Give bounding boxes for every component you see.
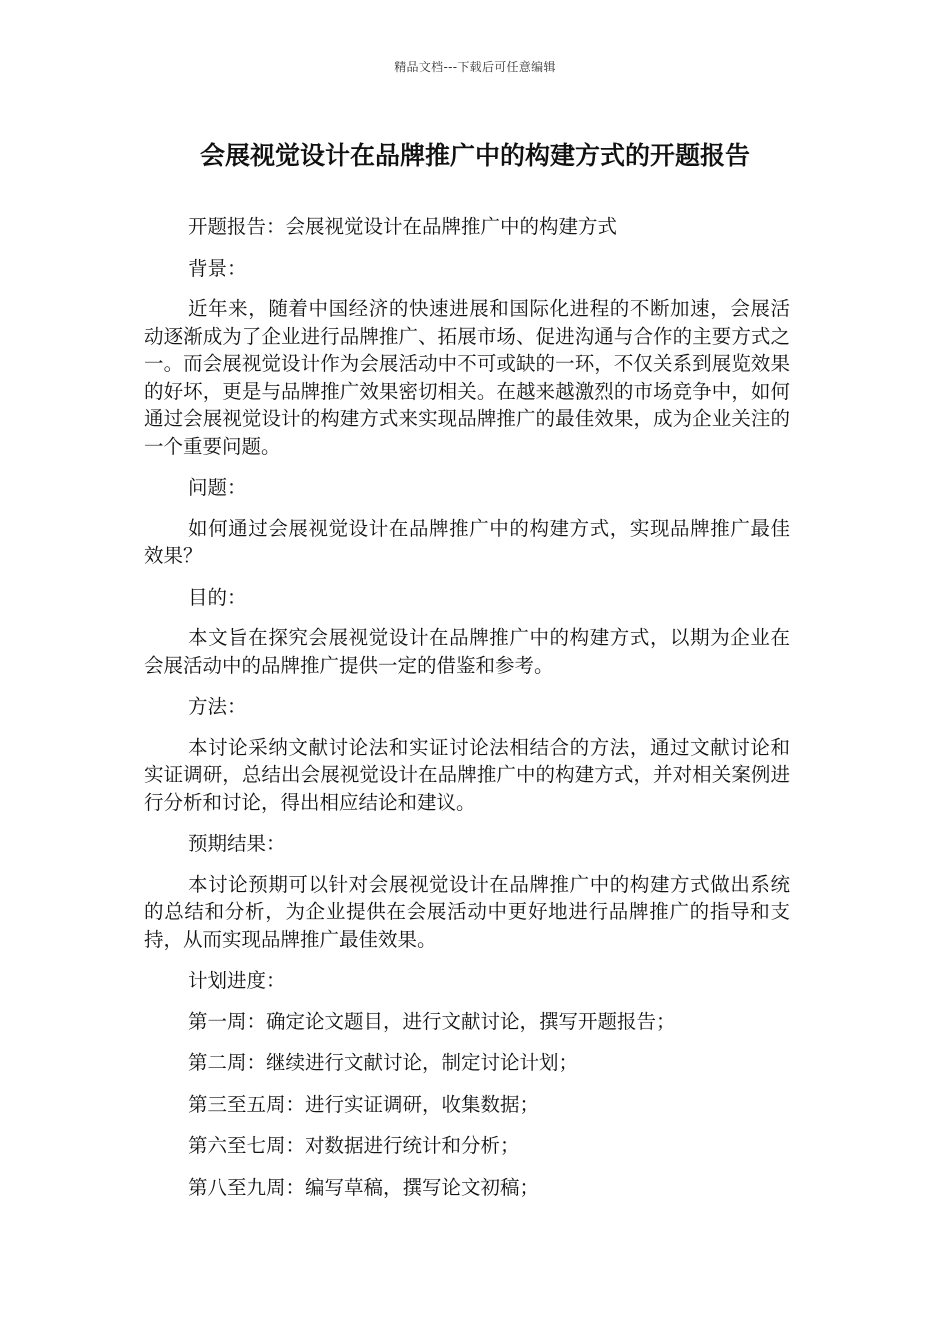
paragraph-question: 如何通过会展视觉设计在品牌推广中的构建方式，实现品牌推广最佳效果？ [144, 516, 790, 567]
schedule-item: 第八至九周：编写草稿，撰写论文初稿； [188, 1175, 540, 1199]
schedule-item: 第二周：继续进行文献讨论，制定讨论计划； [188, 1051, 579, 1074]
schedule-item: 第六至七周：对数据进行统计和分析； [188, 1134, 520, 1157]
section-label-schedule: 计划进度： [188, 969, 286, 992]
section-label-method: 方法： [188, 695, 247, 718]
paragraph-background: 近年来，随着中国经济的快速进展和国际化进程的不断加速，会展活动逐渐成为了企业进行品牌推广、拓展市场、促进沟通与合作的主要方式之一。而会展视觉设计作为会展活动中不可或缺的一环，不仅关系到展览效果的好坏，更是与品牌推广效果密切相关。在越来越激烈的市场竞争中，如何通过会展视觉设计的构建方式来实现品牌推广的最佳效果，成为企业关注的一个重要问题。 [144, 297, 790, 458]
section-label-question: 问题： [188, 476, 247, 499]
paragraph-method: 本讨论采纳文献讨论法和实证讨论法相结合的方法，通过文献讨论和实证调研，总结出会展视觉设计在品牌推广中的构建方式，并对相关案例进行分析和讨论，得出相应结论和建议。 [144, 735, 790, 814]
paragraph-purpose: 本文旨在探究会展视觉设计在品牌推广中的构建方式，以期为企业在会展活动中的品牌推广提供一定的借鉴和参考。 [144, 626, 790, 677]
schedule-item: 第一周：确定论文题目，进行文献讨论，撰写开题报告； [188, 1009, 676, 1033]
schedule-item: 第三至五周：进行实证调研，收集数据； [188, 1092, 540, 1116]
section-label-background: 背景： [188, 256, 247, 280]
section-label-expected-results: 预期结果： [188, 832, 286, 855]
document-title: 会展视觉设计在品牌推广中的构建方式的开题报告 [199, 141, 750, 170]
document-body [144, 213, 790, 1215]
section-label-purpose: 目的： [188, 585, 247, 609]
subtitle-line: 开题报告：会展视觉设计在品牌推广中的构建方式 [188, 215, 618, 238]
header-watermark: 精品文档---下载后可任意编辑 [394, 60, 556, 74]
paragraph-expected-results: 本讨论预期可以针对会展视觉设计在品牌推广中的构建方式做出系统的总结和分析，为企业提供在会展活动中更好地进行品牌推广的指导和支持，从而实现品牌推广最佳效果。 [144, 872, 790, 951]
